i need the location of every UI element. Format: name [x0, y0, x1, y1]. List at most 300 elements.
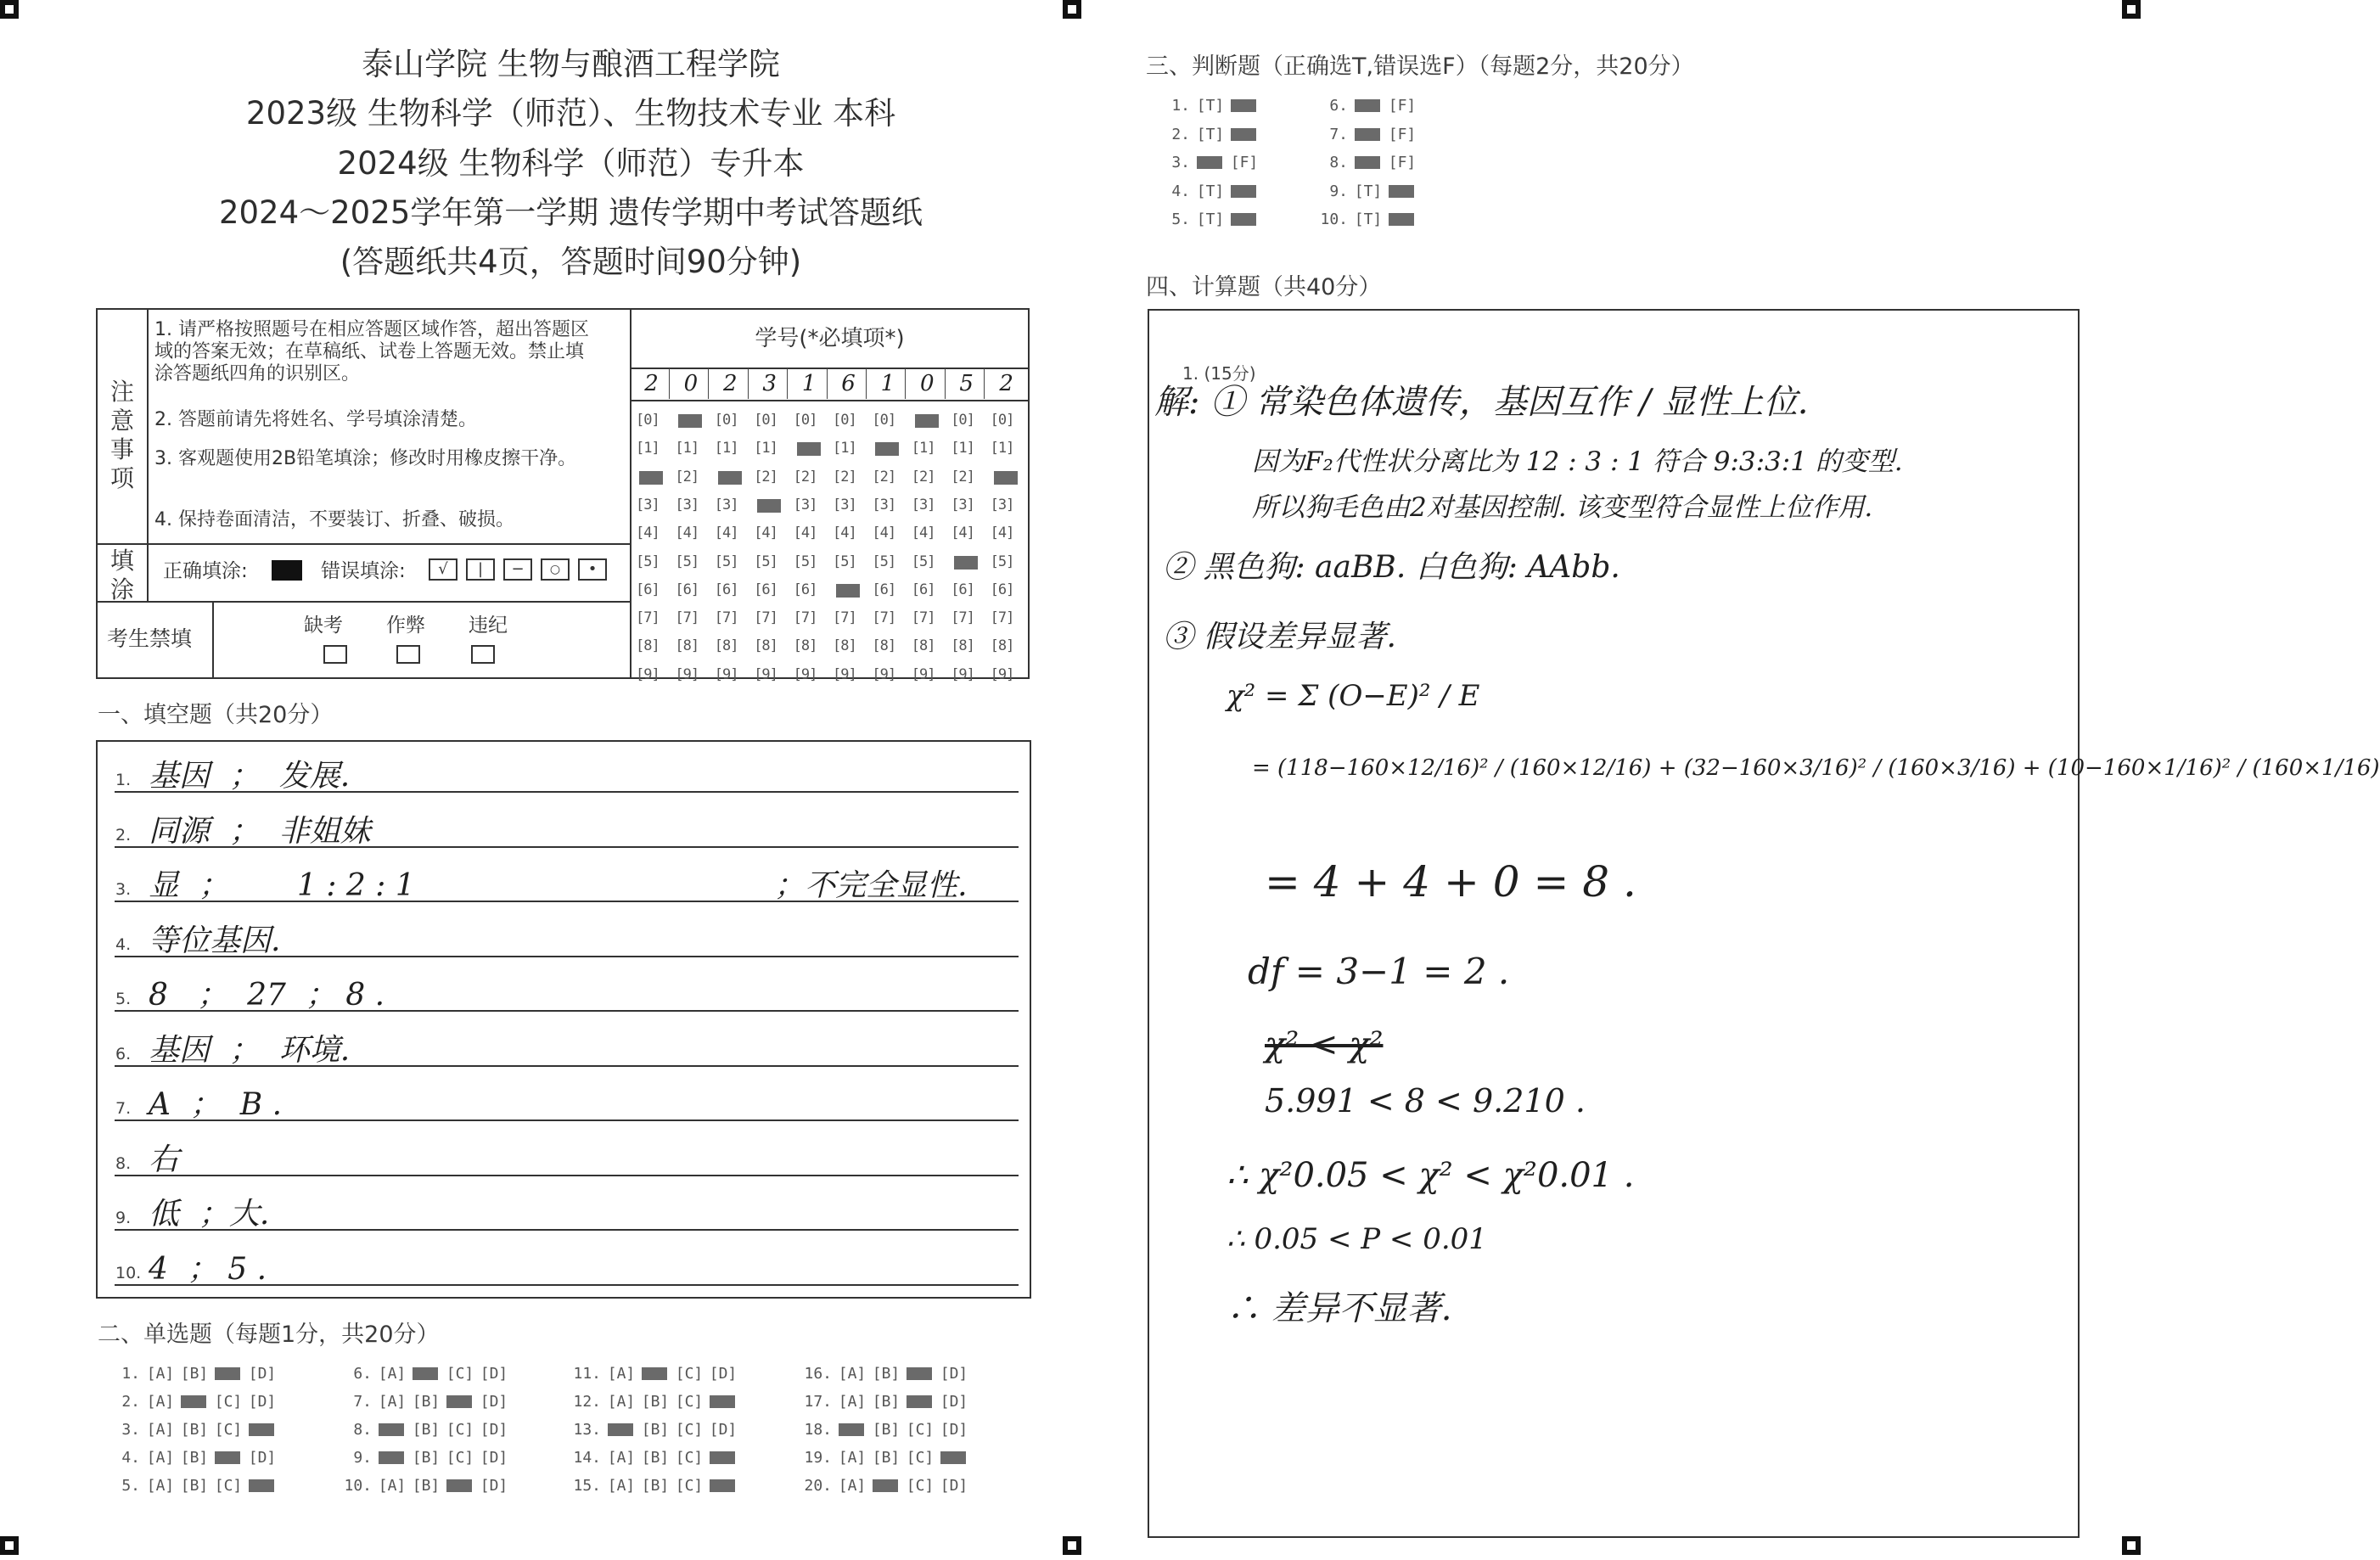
student-id-bubble[interactable]: [3] [872, 496, 896, 513]
question-number: 5. [1171, 210, 1190, 228]
calc-line-6: χ² = Σ (O−E)² / E [1226, 679, 1480, 713]
student-id-bubble[interactable]: [5] [675, 553, 699, 570]
student-id-bubble-filled[interactable] [715, 469, 749, 485]
tf-bubble[interactable]: [F] [1388, 125, 1417, 143]
question-number: 16. [804, 1365, 832, 1383]
single-choice-question-6 [338, 1365, 511, 1383]
single-choice-question-18 [798, 1421, 971, 1439]
choice-bubble[interactable]: [D] [940, 1421, 968, 1439]
student-id-bubble[interactable]: [1] [911, 440, 935, 457]
question-number: 17. [804, 1393, 832, 1411]
choice-bubble[interactable]: [C] [446, 1365, 474, 1383]
student-id-bubble[interactable]: [7] [793, 609, 817, 627]
fill-label: 填涂 [110, 547, 135, 603]
student-id-bubble[interactable]: [9] [872, 665, 896, 683]
choice-bubble[interactable]: [A] [146, 1365, 175, 1383]
calc-line-2: 因为F₂代性状分离比为 12 : 3 : 1 符合 9:3:3:1 的变型. [1252, 446, 1903, 477]
student-id-bubble[interactable]: [4] [636, 525, 660, 542]
question-number: 3. [121, 1421, 140, 1439]
student-id-bubble[interactable]: [6] [754, 581, 777, 598]
student-id-bubble[interactable]: [6] [793, 581, 817, 598]
student-id-digit-3: 2 [713, 368, 749, 399]
choice-bubble[interactable]: [C] [906, 1477, 935, 1495]
student-id-bubble[interactable]: [0] [951, 412, 974, 429]
single-choice-question-20 [798, 1477, 971, 1495]
student-id-bubble[interactable]: [4] [951, 525, 974, 542]
question-number: 10. [344, 1477, 372, 1495]
student-id-bubble[interactable]: [7] [990, 609, 1014, 627]
notice-item-4: 4. 保持卷面清洁，不要装订、折叠、破损。 [154, 509, 514, 530]
student-id-bubble[interactable]: [6] [951, 581, 974, 598]
student-id-bubble[interactable]: [7] [675, 609, 699, 627]
student-id-digit-10: 2 [999, 371, 1013, 396]
student-id-bubble[interactable]: [2] [833, 468, 856, 485]
choice-bubble[interactable]: [B] [872, 1421, 901, 1439]
choice-bubble[interactable]: [A] [838, 1477, 867, 1495]
student-id-bubble[interactable]: [7] [754, 609, 777, 627]
choice-bubble[interactable]: [A] [146, 1421, 175, 1439]
choice-bubble[interactable]: [D] [480, 1449, 508, 1467]
choice-bubble-filled[interactable] [604, 1421, 638, 1439]
student-id-bubble-filled[interactable] [833, 581, 867, 598]
blank-answer-5: 8 ； 27 ； 8 . [149, 978, 385, 1013]
student-id-bubble[interactable]: [3] [714, 496, 738, 513]
choice-bubble[interactable]: [B] [412, 1477, 441, 1495]
choice-bubble-filled[interactable] [443, 1393, 477, 1411]
choice-bubble[interactable]: [A] [838, 1365, 867, 1383]
choice-bubble[interactable]: [B] [412, 1449, 441, 1467]
student-id-bubble[interactable]: [2] [911, 468, 935, 485]
choice-bubble-filled[interactable] [869, 1477, 903, 1495]
choice-bubble[interactable]: [C] [675, 1365, 704, 1383]
question-number: 9. [1329, 182, 1348, 200]
student-id-bubble[interactable]: [0] [793, 412, 817, 429]
tf-bubble-filled[interactable] [1351, 97, 1385, 115]
single-choice-question-12 [567, 1393, 740, 1411]
choice-bubble[interactable]: [A] [146, 1477, 175, 1495]
tf-bubble[interactable]: [T] [1196, 182, 1225, 200]
student-id-bubble[interactable]: [0] [833, 412, 856, 429]
student-id-bubble[interactable]: [5] [636, 553, 660, 570]
choice-bubble[interactable]: [D] [248, 1449, 277, 1467]
calculation-question-label: 1. (15分) [1182, 363, 1256, 384]
notice-item-3: 3. 客观题使用2B铅笔填涂；修改时用橡皮擦干净。 [154, 448, 577, 469]
choice-bubble[interactable]: [B] [641, 1393, 670, 1411]
tf-bubble-filled[interactable] [1227, 210, 1261, 228]
calc-line-14: ∴ 差异不显著. [1226, 1289, 1452, 1328]
blank-answer-8: 右 [149, 1142, 180, 1177]
choice-bubble[interactable]: [A] [607, 1449, 636, 1467]
question-number: 4. [121, 1449, 140, 1467]
student-id-bubble[interactable]: [6] [714, 581, 738, 598]
student-id-bubble[interactable]: [7] [911, 609, 935, 627]
choice-bubble[interactable]: [A] [838, 1449, 867, 1467]
student-id-bubble[interactable]: [4] [872, 525, 896, 542]
choice-bubble[interactable]: [D] [480, 1393, 508, 1411]
blank-question-number: 1. [115, 771, 132, 789]
true-false-question-4 [1156, 182, 1261, 200]
choice-bubble[interactable]: [D] [480, 1421, 508, 1439]
question-number: 6. [353, 1365, 372, 1383]
student-id-bubble-filled[interactable] [675, 412, 709, 429]
student-id-bubble[interactable]: [9] [833, 665, 856, 683]
prohibit-absent-checkbox[interactable] [323, 645, 347, 664]
true-false-question-7 [1314, 126, 1419, 143]
choice-bubble-filled[interactable] [375, 1449, 409, 1467]
choice-bubble[interactable]: [C] [906, 1421, 935, 1439]
student-id-bubble[interactable]: [8] [793, 637, 817, 655]
choice-bubble-filled[interactable] [375, 1421, 409, 1439]
blank-answer-9: 低 ；大. [149, 1197, 270, 1232]
blank-question-number: 7. [115, 1099, 132, 1118]
student-id-bubble[interactable]: [2] [951, 468, 974, 485]
calculation-title: 四、计算题（共40分） [1146, 274, 1382, 300]
student-id-bubble[interactable]: [1] [990, 440, 1014, 457]
student-id-bubble[interactable]: [7] [951, 609, 974, 627]
prohibit-absent: 缺考 [304, 614, 343, 637]
choice-bubble-filled[interactable] [211, 1365, 245, 1383]
calc-line-7: = (118−160×12/16)² / (160×12/16) + (32−160×3/16)² / (160×3/16) + (10−160×1/16)² / (160×1/16) [1252, 755, 2380, 781]
choice-bubble[interactable]: [C] [906, 1449, 935, 1467]
choice-bubble-filled[interactable] [245, 1421, 279, 1439]
calc-line-5: ③ 假设差异显著. [1163, 620, 1396, 654]
student-id-bubble[interactable]: [4] [911, 525, 935, 542]
question-number: 14. [573, 1449, 601, 1467]
student-id-bubble[interactable]: [1] [833, 440, 856, 457]
student-id-bubble[interactable]: [4] [675, 525, 699, 542]
choice-bubble-filled[interactable] [177, 1393, 211, 1411]
choice-bubble-filled[interactable] [937, 1449, 971, 1467]
choice-bubble-filled[interactable] [835, 1421, 869, 1439]
blank-answer-10: 4 ； 5 . [149, 1251, 267, 1287]
single-choice-question-19 [798, 1449, 971, 1467]
question-number: 9. [353, 1449, 372, 1467]
choice-bubble[interactable]: [B] [412, 1421, 441, 1439]
choice-bubble[interactable]: [C] [675, 1421, 704, 1439]
choice-bubble[interactable]: [C] [214, 1393, 243, 1411]
question-number: 11. [573, 1365, 601, 1383]
student-id-bubble[interactable]: [5] [872, 553, 896, 570]
student-id-bubble[interactable]: [5] [911, 553, 935, 570]
student-id-bubble[interactable]: [8] [872, 637, 896, 655]
question-number: 10. [1320, 210, 1348, 228]
tf-bubble-filled[interactable] [1193, 154, 1227, 171]
single-choice-question-3 [106, 1421, 279, 1439]
student-id-bubble[interactable]: [1] [636, 440, 660, 457]
student-id-bubble[interactable]: [2] [793, 468, 817, 485]
blank-question-number: 10. [115, 1263, 142, 1282]
blank-answer-2: 同源 ； 非姐妹 [149, 813, 371, 849]
correct-fill-sample [272, 560, 302, 581]
choice-bubble[interactable]: [B] [180, 1477, 209, 1495]
student-id-bubble[interactable]: [3] [990, 496, 1014, 513]
single-choice-question-15 [567, 1477, 740, 1495]
choice-bubble[interactable]: [B] [641, 1421, 670, 1439]
student-id-bubble[interactable]: [3] [675, 496, 699, 513]
choice-bubble[interactable]: [A] [378, 1365, 407, 1383]
student-id-bubble[interactable]: [4] [833, 525, 856, 542]
single-choice-question-1 [106, 1365, 279, 1383]
student-id-bubble[interactable]: [0] [714, 412, 738, 429]
tf-bubble[interactable]: [T] [1354, 182, 1383, 200]
student-id-bubble[interactable]: [8] [990, 637, 1014, 655]
student-id-bubble[interactable]: [8] [833, 637, 856, 655]
student-id-bubble[interactable]: [7] [714, 609, 738, 627]
student-id-bubble[interactable]: [9] [714, 665, 738, 683]
question-number: 1. [121, 1365, 140, 1383]
tf-bubble-filled[interactable] [1227, 97, 1261, 115]
choice-bubble-filled[interactable] [409, 1365, 443, 1383]
sid-mid-line [630, 400, 1030, 401]
student-id-bubble[interactable]: [3] [636, 496, 660, 513]
info-divider [630, 308, 631, 679]
student-id-bubble[interactable]: [8] [714, 637, 738, 655]
student-id-bubble-filled[interactable] [991, 469, 1024, 485]
student-id-bubble-filled[interactable] [754, 497, 788, 513]
choice-bubble[interactable]: [B] [641, 1449, 670, 1467]
student-id-bubble[interactable]: [4] [714, 525, 738, 542]
student-id-digit-5: 1 [792, 368, 828, 399]
student-id-bubble[interactable]: [7] [872, 609, 896, 627]
student-id-bubble[interactable]: [9] [636, 665, 660, 683]
student-id-bubble[interactable]: [5] [754, 553, 777, 570]
student-id-bubble[interactable]: [3] [951, 496, 974, 513]
notice-bottom [96, 543, 630, 545]
question-number: 7. [353, 1393, 372, 1411]
student-id-digit-7: 1 [870, 368, 906, 399]
student-id-bubble[interactable]: [6] [990, 581, 1014, 598]
student-id-bubble[interactable]: [3] [833, 496, 856, 513]
question-number: 4. [1171, 182, 1190, 200]
registration-mark-top-right [2122, 0, 2141, 19]
student-id-bubble[interactable]: [8] [911, 637, 935, 655]
choice-bubble[interactable]: [C] [675, 1477, 704, 1495]
choice-bubble[interactable]: [C] [446, 1421, 474, 1439]
student-id-bubble-filled[interactable] [794, 440, 828, 457]
choice-bubble[interactable]: [C] [214, 1421, 243, 1439]
student-id-bubble[interactable]: [5] [833, 553, 856, 570]
student-id-bubble[interactable]: [2] [872, 468, 896, 485]
choice-bubble[interactable]: [B] [641, 1477, 670, 1495]
single-choice-question-10 [338, 1477, 511, 1495]
student-id-bubble[interactable]: [4] [793, 525, 817, 542]
blank-answer-4: 等位基因. [149, 923, 281, 958]
notice-item-1: 1. 请严格按照题号在相应答题区域作答，超出答题区域的答案无效；在草稿纸、试卷上答题无效。禁止填涂答题纸四角的识别区。 [154, 319, 589, 384]
tf-bubble[interactable]: [T] [1354, 210, 1383, 228]
student-id-bubble[interactable]: [8] [754, 637, 777, 655]
true-false-question-10 [1314, 210, 1419, 228]
student-id-bubble[interactable]: [8] [675, 637, 699, 655]
wrong-mark-bar: | [466, 558, 495, 581]
student-id-bubble[interactable]: [2] [754, 468, 777, 485]
student-id-bubble[interactable]: [0] [990, 412, 1014, 429]
blank-question-number: 5. [115, 990, 132, 1008]
student-id-bubble[interactable]: [8] [951, 637, 974, 655]
tf-bubble[interactable]: [F] [1388, 97, 1417, 115]
calc-line-9: df = 3−1 = 2 . [1248, 951, 1510, 992]
choice-bubble[interactable]: [D] [480, 1477, 508, 1495]
choice-bubble[interactable]: [A] [838, 1393, 867, 1411]
student-id-digit-4: 3 [752, 368, 788, 399]
choice-bubble[interactable]: [D] [940, 1365, 968, 1383]
prohibit-violation-checkbox[interactable] [471, 645, 495, 664]
student-id-bubble[interactable]: [8] [636, 637, 660, 655]
question-number: 5. [121, 1477, 140, 1495]
calc-line-3: 所以狗毛色由2对基因控制. 该变型符合显性上位作用. [1252, 492, 1873, 523]
question-number: 19. [804, 1449, 832, 1467]
header-note: (答题纸共4页，答题时间90分钟) [340, 244, 802, 280]
header-major: 2023级 生物科学（师范）、生物技术专业 本科 [245, 95, 896, 132]
student-id-bubble[interactable]: [6] [872, 581, 896, 598]
student-id-bubble-filled[interactable] [951, 553, 985, 570]
choice-bubble[interactable]: [D] [940, 1393, 968, 1411]
choice-bubble-filled[interactable] [706, 1477, 740, 1495]
blank-answer-6: 基因 ； 环境. [149, 1032, 351, 1068]
blank-answer-7: A ； B . [149, 1087, 283, 1122]
student-id-bubble[interactable]: [9] [990, 665, 1014, 683]
student-id-bubble[interactable]: [5] [793, 553, 817, 570]
true-false-question-6 [1314, 97, 1419, 115]
wrong-mark-dash: − [503, 558, 532, 581]
student-id-bubble[interactable]: [6] [636, 581, 660, 598]
choice-bubble[interactable]: [D] [480, 1365, 508, 1383]
student-id-bubble[interactable]: [1] [754, 440, 777, 457]
student-id-digit-1: 2 [634, 368, 670, 399]
notice-item-2: 2. 答题前请先将姓名、学号填涂清楚。 [154, 409, 477, 430]
tf-bubble[interactable]: [T] [1196, 210, 1225, 228]
wrong-fill-label: 错误填涂: [321, 560, 406, 582]
prohibit-violation: 违纪 [469, 614, 508, 637]
choice-bubble-filled[interactable] [706, 1449, 740, 1467]
student-id-bubble[interactable]: [9] [951, 665, 974, 683]
student-id-bubble[interactable]: [7] [833, 609, 856, 627]
student-id-bubble[interactable]: [9] [754, 665, 777, 683]
student-id-bubble[interactable]: [2] [675, 468, 699, 485]
student-id-bubble-filled[interactable] [636, 469, 670, 485]
tf-bubble-filled[interactable] [1351, 154, 1385, 171]
single-choice-question-4 [106, 1449, 279, 1467]
header-exam-title: 2024～2025学年第一学期 遗传学期中考试答题纸 [218, 194, 923, 231]
student-id-bubble[interactable]: [0] [754, 412, 777, 429]
calc-line-4: ② 黑色狗: aaBB. 白色狗: AAbb. [1163, 550, 1620, 585]
choice-bubble[interactable]: [B] [180, 1365, 209, 1383]
choice-bubble-filled[interactable] [706, 1393, 740, 1411]
correct-fill-label: 正确填涂: [163, 560, 248, 582]
tf-bubble-filled[interactable] [1351, 126, 1385, 143]
student-id-bubble[interactable]: [4] [754, 525, 777, 542]
choice-bubble[interactable]: [C] [446, 1449, 474, 1467]
tf-bubble[interactable]: [F] [1230, 154, 1259, 171]
choice-bubble[interactable]: [B] [872, 1449, 901, 1467]
choice-bubble[interactable]: [D] [709, 1421, 738, 1439]
student-id-bubble[interactable]: [3] [911, 496, 935, 513]
fill-blank-title: 一、填空题（共20分） [98, 702, 334, 728]
student-id-bubble[interactable]: [0] [636, 412, 660, 429]
choice-bubble[interactable]: [D] [248, 1365, 277, 1383]
prohibit-cheat-checkbox[interactable] [396, 645, 420, 664]
true-false-title: 三、判断题（正确选T,错误选F）（每题2分，共20分） [1146, 53, 1694, 80]
choice-bubble[interactable]: [A] [607, 1365, 636, 1383]
student-id-bubble[interactable]: [1] [951, 440, 974, 457]
tf-bubble-filled[interactable] [1385, 182, 1419, 200]
choice-bubble[interactable]: [A] [607, 1393, 636, 1411]
tf-bubble-filled[interactable] [1385, 210, 1419, 228]
tf-bubble[interactable]: [F] [1388, 154, 1417, 171]
question-number: 12. [573, 1393, 601, 1411]
student-id-bubble[interactable]: [6] [675, 581, 699, 598]
choice-bubble[interactable]: [B] [872, 1393, 901, 1411]
choice-bubble[interactable]: [D] [248, 1393, 277, 1411]
student-id-bubble[interactable]: [4] [990, 525, 1014, 542]
tf-bubble[interactable]: [T] [1196, 97, 1225, 115]
choice-bubble[interactable]: [C] [675, 1393, 704, 1411]
student-id-bubble[interactable]: [3] [793, 496, 817, 513]
choice-bubble[interactable]: [B] [180, 1449, 209, 1467]
choice-bubble[interactable]: [D] [709, 1365, 738, 1383]
student-id-digit-8: 0 [910, 368, 946, 399]
student-id-bubble[interactable]: [0] [872, 412, 896, 429]
choice-bubble[interactable]: [A] [607, 1477, 636, 1495]
choice-bubble[interactable]: [B] [872, 1365, 901, 1383]
choice-bubble-filled[interactable] [638, 1365, 672, 1383]
student-id-bubble[interactable]: [7] [636, 609, 660, 627]
choice-bubble[interactable]: [C] [675, 1449, 704, 1467]
single-choice-question-7 [338, 1393, 511, 1411]
choice-bubble[interactable]: [B] [180, 1421, 209, 1439]
question-number: 7. [1329, 125, 1348, 143]
choice-bubble[interactable]: [A] [146, 1393, 175, 1411]
student-id-bubble[interactable]: [9] [911, 665, 935, 683]
wrong-mark-circle: ○ [541, 558, 570, 581]
choice-bubble[interactable]: [B] [412, 1393, 441, 1411]
student-id-bubble-filled[interactable] [872, 440, 906, 457]
calc-line-8: = 4 + 4 + 0 = 8 . [1265, 857, 1636, 906]
student-id-bubble[interactable]: [5] [990, 553, 1014, 570]
prohibit-divider [212, 601, 214, 679]
calc-line-1: 解: ① 常染色体遗传，基因互作 / 显性上位. [1154, 383, 1809, 422]
question-number: 13. [573, 1421, 601, 1439]
choice-bubble-filled[interactable] [903, 1393, 937, 1411]
student-id-bubble[interactable]: [6] [911, 581, 935, 598]
choice-bubble[interactable]: [A] [378, 1393, 407, 1411]
registration-mark-top-left [0, 0, 19, 19]
student-id-bubble[interactable]: [9] [675, 665, 699, 683]
single-choice-question-2 [106, 1393, 279, 1411]
tf-bubble-filled[interactable] [1227, 182, 1261, 200]
calc-line-10-crossed: χ² < χ² [1265, 1025, 1384, 1064]
student-id-digit-6: 6 [831, 368, 867, 399]
student-id-bubble-filled[interactable] [912, 412, 946, 429]
tf-bubble[interactable]: [T] [1196, 125, 1225, 143]
true-false-question-8 [1314, 154, 1419, 171]
choice-bubble-filled[interactable] [443, 1477, 477, 1495]
student-id-bubble[interactable]: [9] [793, 665, 817, 683]
prohibit-label: 考生禁填 [107, 626, 193, 651]
tf-bubble-filled[interactable] [1227, 126, 1261, 143]
single-choice-question-11 [567, 1365, 740, 1383]
student-id-bubble[interactable]: [5] [714, 553, 738, 570]
choice-bubble[interactable]: [D] [940, 1477, 968, 1495]
choice-bubble-filled[interactable] [903, 1365, 937, 1383]
choice-bubble-filled[interactable] [211, 1449, 245, 1467]
student-id-bubble[interactable]: [1] [675, 440, 699, 457]
choice-bubble[interactable]: [A] [146, 1449, 175, 1467]
student-id-bubble[interactable]: [1] [714, 440, 738, 457]
choice-bubble-filled[interactable] [245, 1477, 279, 1495]
single-choice-question-8 [338, 1421, 511, 1439]
choice-bubble[interactable]: [C] [214, 1477, 243, 1495]
choice-bubble[interactable]: [A] [378, 1477, 407, 1495]
